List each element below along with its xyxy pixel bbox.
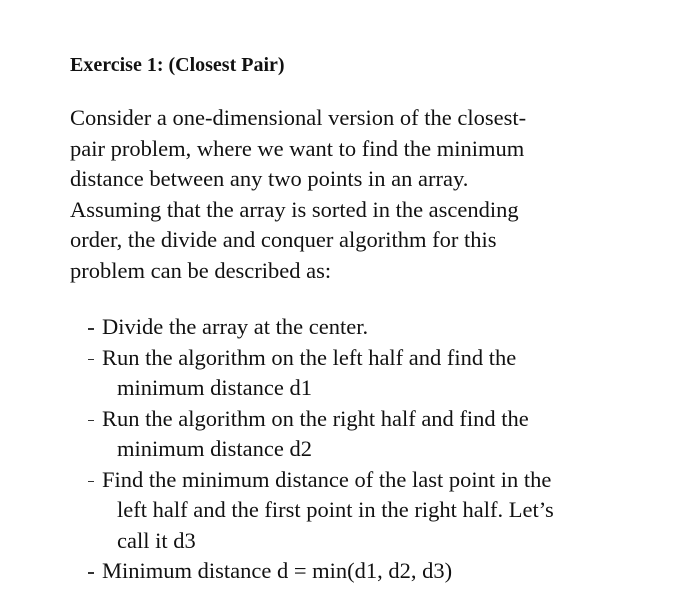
dash-bullet-icon: [88, 572, 94, 574]
step-line: call it d3: [117, 527, 196, 553]
dash-bullet-icon: [88, 359, 94, 361]
intro-line: Consider a one-dimensional version of the closest-: [70, 105, 527, 130]
intro-line: distance between any two points in an array.: [70, 166, 469, 191]
step-item-minimum: [88, 556, 648, 587]
step-item-left-half: [88, 343, 648, 404]
step-line: Run the algorithm on the left half and find the: [102, 344, 517, 370]
step-line: Divide the array at the center.: [102, 314, 369, 339]
step-line: minimum distance d2: [117, 436, 312, 461]
step-line: minimum distance d1: [117, 375, 312, 400]
intro-line: order, the divide and conquer algorithm for this: [70, 227, 497, 252]
step-line: Minimum distance d = min(d1, d2, d3): [102, 558, 453, 583]
step-item-cross-boundary: [88, 465, 648, 557]
step-item-right-half: [88, 404, 648, 465]
algorithm-steps-list: [88, 312, 648, 587]
step-item-divide: [88, 312, 648, 343]
dash-bullet-icon: [88, 328, 94, 330]
dash-bullet-icon: [88, 420, 94, 422]
intro-paragraph: [70, 103, 610, 286]
intro-line: Assuming that the array is sorted in the ascending: [70, 196, 519, 222]
dash-bullet-icon: [88, 481, 94, 483]
intro-line: pair problem, where we want to find the minimum: [70, 135, 525, 161]
step-line: left half and the first point in the right half. Let’s: [117, 497, 554, 522]
exercise-title: Exercise 1: (Closest Pair): [70, 54, 285, 76]
step-line: Find the minimum distance of the last point in the: [102, 466, 552, 492]
step-line: Run the algorithm on the right half and find the: [102, 405, 529, 431]
intro-line: problem can be described as:: [70, 257, 332, 283]
